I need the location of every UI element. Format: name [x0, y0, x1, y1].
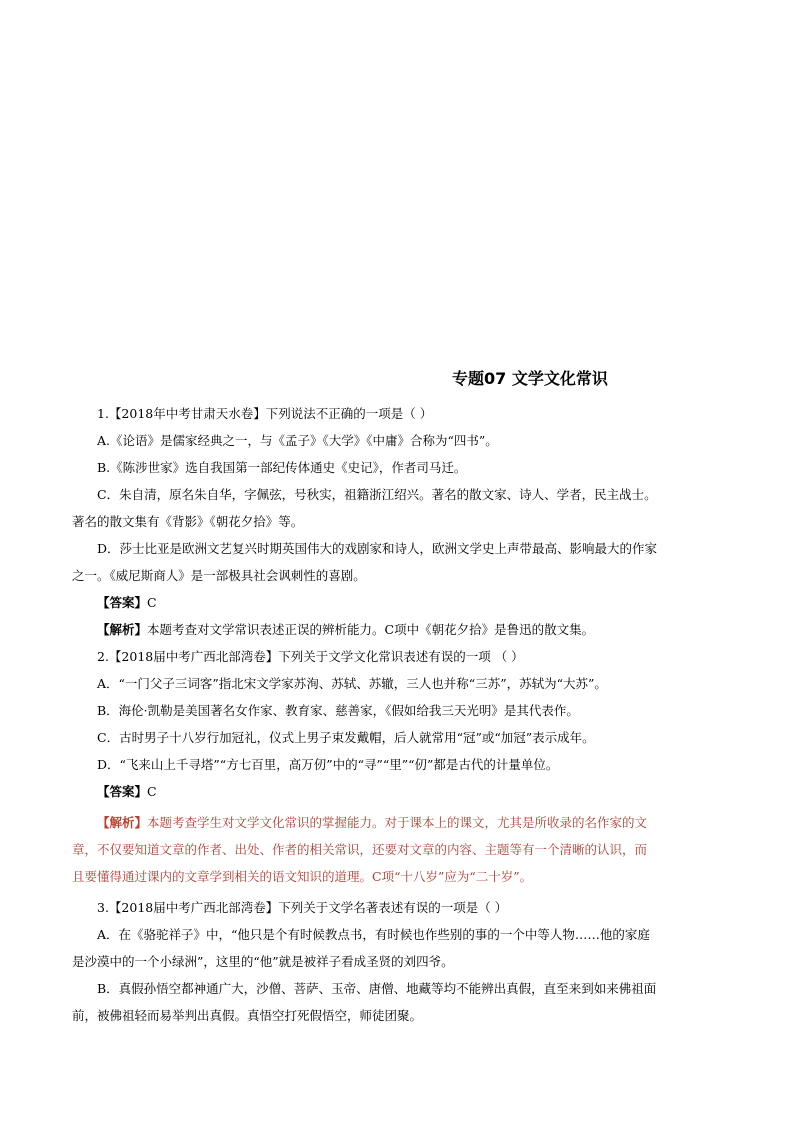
- analysis-tag: 【解析】: [97, 622, 148, 637]
- question-3-option-b-line2: 前，被佛祖轻而易举判出真假。真悟空打死假悟空，师徒团聚。: [72, 1008, 423, 1023]
- question-3-option-a-line2: 是沙漠中的一个小绿洲”，这里的“他”就是被祥子看成圣贤的刘四爷。: [72, 954, 454, 969]
- question-1-option-b: B.《陈涉世家》选自我国第一部纪传体通史《史记》，作者司马迁。: [97, 460, 467, 475]
- question-1-option-d-line1: D．莎士比亚是欧洲文艺复兴时期英国伟大的戏剧家和诗人，欧洲文学史上声带最高、影响最大的作家: [97, 541, 658, 556]
- question-2-option-b: B．海伦·凯勒是美国著名女作家、教育家、慈善家，《假如给我三天光明》是其代表作。: [97, 703, 579, 718]
- analysis-line-3: 且要懂得通过课内的文章学到相关的语文知识的道理。C项“十八岁”应为“二十岁”。: [72, 869, 533, 884]
- page-title: 专题07 文学文化常识: [452, 369, 608, 388]
- answer-tag: 【答案】: [97, 784, 148, 799]
- question-2-answer: [72, 778, 722, 805]
- question-1-answer: [72, 589, 722, 616]
- question-1-stem: 1.【2018年中考甘肃天水卷】下列说法不正确的一项是（ ）: [97, 406, 433, 421]
- question-1-option-c-line2: 著名的散文集有《背影》《朝花夕拾》等。: [72, 514, 304, 529]
- analysis-text: 本题考查学生对文学文化常识的掌握能力。对于课本上的课文，尤其是所收录的名作家的文: [147, 815, 648, 830]
- question-2-stem: 2.【2018届中考广西北部湾卷】下列关于文学文化常识表述有误的一项 （ ）: [97, 649, 524, 664]
- document-body: [72, 400, 722, 1029]
- question-2-option-d: D．“飞来山上千寻塔”“方七百里，高万仞”中的“寻”“里”“仞”都是古代的计量单位。: [97, 757, 559, 772]
- analysis-line-1: [72, 809, 722, 836]
- question-3-option-a-line1: A．在《骆驼祥子》中，“他只是个有时候教点书，有时候也作些别的事的一个中等人物……他的家庭: [97, 927, 650, 942]
- question-1-option-a: A.《论语》是儒家经典之一，与《孟子》《大学》《中庸》合称为“四书”。: [97, 433, 498, 448]
- answer-tag: 【答案】: [97, 595, 148, 610]
- question-1-option-d-line2: 之一。《威尼斯商人》是一部极具社会讽刺性的喜剧。: [72, 568, 366, 583]
- question-2-option-a: A．“一门父子三词客”指北宋文学家苏洵、苏轼、苏辙，三人也并称“三苏”，苏轼为“大苏”。: [97, 676, 607, 691]
- question-1-option-c-line1: C．朱自清，原名朱自华，字佩弦，号秋实，祖籍浙江绍兴。著名的散文家、诗人、学者，民主战士。: [97, 487, 657, 502]
- answer-value: C: [147, 595, 157, 610]
- question-2-option-c: C．古时男子十八岁行加冠礼，仪式上男子束发戴帽，后人就常用“冠”或“加冠”表示成年。: [97, 730, 595, 745]
- analysis-tag: 【解析】: [97, 815, 148, 830]
- question-1-analysis: [72, 616, 722, 643]
- question-2-analysis: [72, 809, 722, 890]
- analysis-text: 本题考查对文学常识表述正误的辨析能力。C项中《朝花夕拾》是鲁迅的散文集。: [147, 622, 595, 637]
- question-3-stem: 3.【2018届中考广西北部湾卷】下列关于文学名著表述有误的一项是（ ）: [97, 900, 508, 915]
- answer-value: C: [147, 784, 157, 799]
- question-3-option-b-line1: B．真假孙悟空都神通广大，沙僧、菩萨、玉帝、唐僧、地藏等均不能辨出真假，直至来到如来佛祖面: [97, 981, 657, 996]
- analysis-line-2: 章，不仅要知道文章的作者、出处、作者的相关常识，还要对文章的内容、主题等有一个清晰的认识，而: [72, 842, 648, 857]
